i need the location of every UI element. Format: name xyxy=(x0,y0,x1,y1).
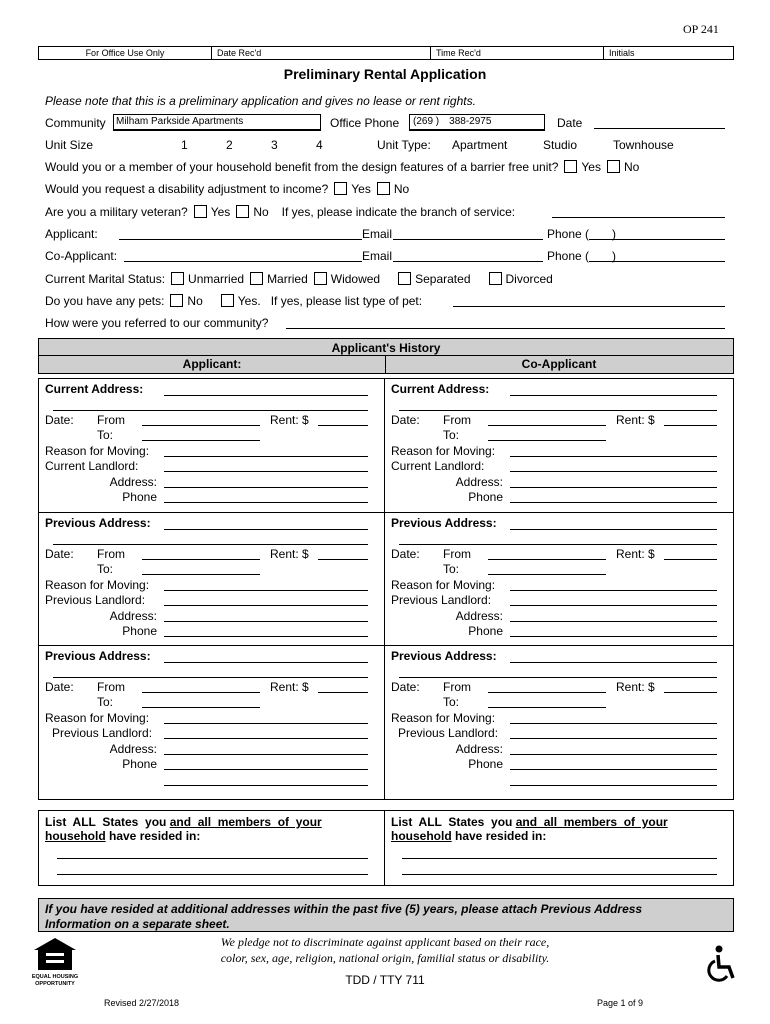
divorced-label: Divorced xyxy=(505,272,553,286)
community-field[interactable]: Milham Parkside Apartments xyxy=(113,114,321,131)
coapplicant-sec3-landlord-field[interactable] xyxy=(510,738,717,739)
applicant-sec1-landlord-field[interactable] xyxy=(164,471,368,472)
separated-label: Separated xyxy=(415,272,471,286)
coapplicant-sec3-rent-label: Rent: $ xyxy=(616,680,655,694)
time-recd-label: Time Rec'd xyxy=(430,47,604,59)
applicant-phone-label: Phone ( xyxy=(547,227,590,241)
married-checkbox[interactable] xyxy=(250,272,263,285)
wheelchair-icon xyxy=(706,945,740,988)
branch-field[interactable] xyxy=(552,217,725,218)
coapplicant-phone-label: Phone ( xyxy=(547,249,590,263)
applicant-sec1-reason-label: Reason for Moving: xyxy=(45,444,150,458)
unmarried-checkbox[interactable] xyxy=(171,272,184,285)
coapplicant-sec3-landlord-address-field[interactable] xyxy=(510,754,717,755)
coapplicant-sec2-landlord-address-label: Address: xyxy=(455,609,503,623)
coapplicant-email-field[interactable] xyxy=(393,261,543,262)
widowed-checkbox[interactable] xyxy=(314,272,327,285)
unit-type-studio[interactable]: Studio xyxy=(543,138,578,152)
applicant-sec1-landlord-phone-label: Phone xyxy=(122,490,157,504)
coapplicant-sec1-landlord-address-field[interactable] xyxy=(510,487,717,488)
coapplicant-sec1-address-line-2[interactable] xyxy=(399,410,717,411)
applicant-sec2-landlord-address-label: Address: xyxy=(109,609,157,623)
applicant-sec3-address-line-2[interactable] xyxy=(53,677,368,678)
married-label: Married xyxy=(267,272,308,286)
applicant-sec1-from-field[interactable] xyxy=(142,425,260,426)
coapplicant-sec2-to-field[interactable] xyxy=(488,574,606,575)
applicant-sec1-address-line-1[interactable] xyxy=(164,395,368,396)
applicant-sec3-to-field[interactable] xyxy=(142,707,260,708)
applicant-sec2-address-line-1[interactable] xyxy=(164,529,368,530)
equal-housing-text-1: EQUAL HOUSING xyxy=(31,974,79,980)
barrier-no-checkbox[interactable] xyxy=(607,160,620,173)
unit-type-apartment[interactable]: Apartment xyxy=(452,138,508,152)
unit-size-3[interactable]: 3 xyxy=(271,138,278,152)
coapplicant-sec1-landlord-phone-field[interactable] xyxy=(510,502,717,503)
applicant-sec1-landlord-address-field[interactable] xyxy=(164,487,368,488)
notice-text: Please note that this is a preliminary application and gives no lease or rent rights. xyxy=(45,94,476,108)
additional-address-note xyxy=(38,898,734,932)
applicant-sec1-landlord-address-label: Address: xyxy=(109,475,157,489)
unit-type-label: Unit Type: xyxy=(377,138,431,152)
applicant-sec2-from-field[interactable] xyxy=(142,559,260,560)
unit-size-4[interactable]: 4 xyxy=(316,138,323,152)
coapplicant-sec2-title: Previous Address: xyxy=(391,516,497,530)
coapplicant-sec1-from-field[interactable] xyxy=(488,425,606,426)
barrier-free-question xyxy=(45,160,639,174)
col-coapplicant: Co-Applicant xyxy=(521,357,597,371)
applicant-sec2-rent-label: Rent: $ xyxy=(270,547,309,561)
applicant-sec3-address-line-1[interactable] xyxy=(164,662,368,663)
office-phone-field[interactable]: (269 ) 388-2975 xyxy=(409,114,545,131)
page-number: Page 1 of 9 xyxy=(597,998,644,1008)
applicant-sec3-to-label: To: xyxy=(97,695,114,709)
applicant-sec2-to-label: To: xyxy=(97,562,114,576)
coapplicant-sec2-reason-label: Reason for Moving: xyxy=(391,578,496,592)
no-label: No xyxy=(623,160,640,174)
applicant-sec3-reason-label: Reason for Moving: xyxy=(45,711,150,725)
states-and-all: and all members of your xyxy=(515,815,668,829)
office-phone-number: 388-2975 xyxy=(449,116,492,127)
coapplicant-sec2-from-label: From xyxy=(443,547,471,561)
barrier-yes-checkbox[interactable] xyxy=(564,160,577,173)
branch-text: If yes, please indicate the branch of service: xyxy=(281,205,516,219)
pets-yes-checkbox[interactable] xyxy=(221,294,234,307)
applicant-sec3-landlord-phone-label: Phone xyxy=(122,757,157,771)
coapplicant-sec2-rent-label: Rent: $ xyxy=(616,547,655,561)
widowed-label: Widowed xyxy=(330,272,381,286)
coapplicant-sec2-reason-field[interactable] xyxy=(510,590,717,591)
additional-note-text: If you have resided at additional addresses within the past five (5) years, please attach Previous Address Information on a separate sheet. xyxy=(45,902,643,931)
coapplicant-sec3-address-line-2[interactable] xyxy=(399,677,717,678)
applicant-sec1-title: Current Address: xyxy=(45,382,144,396)
applicant-email-field[interactable] xyxy=(393,239,543,240)
coapplicant-phone-field[interactable] xyxy=(589,261,725,262)
applicant-sec2-landlord-phone-field[interactable] xyxy=(164,636,368,637)
coapplicant-sec3-landlord-address-label: Address: xyxy=(455,742,503,756)
applicant-phone-close: ) xyxy=(612,227,616,241)
applicant-sec1-reason-field[interactable] xyxy=(164,456,368,457)
applicant-sec2-landlord-label: Previous Landlord: xyxy=(45,593,146,607)
adjust-text: Would you request a disability adjustment to income? xyxy=(45,182,329,196)
coapplicant-sec1-from-label: From xyxy=(443,413,471,427)
coapplicant-sec3-title: Previous Address: xyxy=(391,649,497,663)
coapplicant-sec3-extra-line[interactable] xyxy=(510,785,717,786)
applicant-sec2-landlord-address-field[interactable] xyxy=(164,621,368,622)
applicant-sec3-from-field[interactable] xyxy=(142,692,260,693)
applicant-sec1-date-label: Date: xyxy=(45,413,74,427)
coapplicant-sec1-landlord-phone-label: Phone xyxy=(468,490,503,504)
col-applicant: Applicant: xyxy=(182,357,242,371)
history-header xyxy=(38,338,734,374)
applicant-sec3-reason-field[interactable] xyxy=(164,723,368,724)
coapplicant-sec3-landlord-label: Previous Landlord: xyxy=(398,726,499,740)
coapplicant-sec1-address-line-1[interactable] xyxy=(510,395,717,396)
pet-type-label: If yes, please list type of pet: xyxy=(270,294,423,308)
coapplicant-sec1-reason-field[interactable] xyxy=(510,456,717,457)
coapplicant-sec1-landlord-label: Current Landlord: xyxy=(391,459,485,473)
applicant-sec3-from-label: From xyxy=(97,680,125,694)
coapplicant-sec3-date-label: Date: xyxy=(391,680,420,694)
applicant-sec2-from-label: From xyxy=(97,547,125,561)
coapplicant-sec2-landlord-phone-label: Phone xyxy=(468,624,503,638)
coapplicant-email-label: Email xyxy=(362,249,393,263)
coapplicant-sec2-rent-field[interactable] xyxy=(664,559,717,560)
adjust-yes-checkbox[interactable] xyxy=(334,182,347,195)
coapplicant-sec3-reason-field[interactable] xyxy=(510,723,717,724)
applicant-phone-field[interactable] xyxy=(589,239,725,240)
applicant-sec3-landlord-address-field[interactable] xyxy=(164,754,368,755)
office-phone-area: 269 xyxy=(416,116,434,127)
veteran-no-checkbox[interactable] xyxy=(236,205,249,218)
applicant-sec2-to-field[interactable] xyxy=(142,574,260,575)
pledge-line-1: We pledge not to discriminate against applicant based on their race, xyxy=(220,935,550,949)
applicant-sec2-reason-field[interactable] xyxy=(164,590,368,591)
states-part1: List ALL States you xyxy=(45,815,170,829)
coapplicant-sec1-title: Current Address: xyxy=(391,382,490,396)
marital-status-row xyxy=(45,272,553,286)
applicant-sec2-landlord-field[interactable] xyxy=(164,605,368,606)
states-household: household xyxy=(45,829,106,843)
marital-label: Current Marital Status: xyxy=(45,272,166,286)
revised-date: Revised 2/27/2018 xyxy=(104,998,180,1008)
office-use-row xyxy=(38,46,734,60)
coapplicant-name-field[interactable] xyxy=(124,261,362,262)
applicant-sec2-title: Previous Address: xyxy=(45,516,151,530)
coapplicant-sec3-to-field[interactable] xyxy=(488,707,606,708)
coapplicant-sec3-landlord-phone-field[interactable] xyxy=(510,769,717,770)
coapplicant-sec2-landlord-address-field[interactable] xyxy=(510,621,717,622)
disability-adjust-question xyxy=(45,182,409,196)
history-title: Applicant's History xyxy=(331,341,441,355)
coapplicant-sec1-to-label: To: xyxy=(443,428,460,442)
tdd-text: TDD / TTY 711 xyxy=(345,973,425,987)
applicant-sec3-landlord-address-label: Address: xyxy=(109,742,157,756)
adjust-no-checkbox[interactable] xyxy=(377,182,390,195)
applicant-sec1-to-label: To: xyxy=(97,428,114,442)
pet-type-field[interactable] xyxy=(453,306,725,307)
states-coapplicant-line-2[interactable] xyxy=(402,874,717,875)
form-code: OP 241 xyxy=(683,22,719,36)
referred-label: How were you referred to our community? xyxy=(45,316,269,330)
coapplicant-sec1-rent-field[interactable] xyxy=(664,425,717,426)
pets-no-checkbox[interactable] xyxy=(170,294,183,307)
coapplicant-sec1-date-label: Date: xyxy=(391,413,420,427)
coapplicant-sec2-date-label: Date: xyxy=(391,547,420,561)
date-label: Date xyxy=(557,116,583,130)
applicant-sec3-date-label: Date: xyxy=(45,680,74,694)
no-label: No xyxy=(253,205,269,219)
applicant-sec1-rent-label: Rent: $ xyxy=(270,413,309,427)
applicant-sec3-landlord-phone-field[interactable] xyxy=(164,769,368,770)
coapplicant-sec1-landlord-address-label: Address: xyxy=(455,475,503,489)
coapplicant-sec3-from-label: From xyxy=(443,680,471,694)
community-label: Community xyxy=(45,116,106,130)
coapplicant-sec1-reason-label: Reason for Moving: xyxy=(391,444,496,458)
coapplicant-sec3-landlord-phone-label: Phone xyxy=(468,757,503,771)
applicant-sec2-reason-label: Reason for Moving: xyxy=(45,578,150,592)
veteran-yes-checkbox[interactable] xyxy=(194,205,207,218)
coapplicant-sec3-from-field[interactable] xyxy=(488,692,606,693)
pets-label: Do you have any pets: xyxy=(45,294,165,308)
separated-checkbox[interactable] xyxy=(398,272,411,285)
coapplicant-sec3-to-label: To: xyxy=(443,695,460,709)
applicant-sec3-rent-field[interactable] xyxy=(318,692,368,693)
applicant-sec1-address-line-2[interactable] xyxy=(53,410,368,411)
unit-size-label: Unit Size xyxy=(45,138,94,152)
states-and-all: and all members of your xyxy=(169,815,322,829)
applicant-sec1-from-label: From xyxy=(97,413,125,427)
office-phone-label: Office Phone xyxy=(330,116,400,130)
coapplicant-sec2-address-line-2[interactable] xyxy=(399,544,717,545)
coapplicant-phone-close: ) xyxy=(612,249,616,263)
applicant-sec1-to-field[interactable] xyxy=(142,440,260,441)
pets-yes-label: Yes. xyxy=(237,294,261,308)
states-applicant-line-1[interactable] xyxy=(57,858,368,859)
applicant-sec3-landlord-field[interactable] xyxy=(164,738,368,739)
coapplicant-sec1-to-field[interactable] xyxy=(488,440,606,441)
pledge-line-2: color, sex, age, religion, national origin, familial status or disability. xyxy=(220,951,550,965)
applicant-sec3-rent-label: Rent: $ xyxy=(270,680,309,694)
coapplicant-sec2-landlord-label: Previous Landlord: xyxy=(391,593,492,607)
unmarried-label: Unmarried xyxy=(188,272,245,286)
applicant-sec3-title: Previous Address: xyxy=(45,649,151,663)
states-applicant-line-2[interactable] xyxy=(57,874,368,875)
applicant-sec3-landlord-label: Previous Landlord: xyxy=(52,726,153,740)
applicant-name-field[interactable] xyxy=(119,239,362,240)
yes-label: Yes xyxy=(210,205,231,219)
unit-size-2[interactable]: 2 xyxy=(226,138,233,152)
coapplicant-sec1-rent-label: Rent: $ xyxy=(616,413,655,427)
yes-label: Yes xyxy=(581,160,601,174)
states-household: household xyxy=(391,829,452,843)
referred-field[interactable] xyxy=(286,328,725,329)
date-field[interactable] xyxy=(594,128,725,129)
coapplicant-sec1-landlord-field[interactable] xyxy=(510,471,717,472)
applicant-sec3-extra-line[interactable] xyxy=(164,785,368,786)
applicant-sec1-rent-field[interactable] xyxy=(318,425,368,426)
veteran-text: Are you a military veteran? xyxy=(45,205,188,219)
applicant-email-label: Email xyxy=(362,227,393,241)
pets-no-label: No xyxy=(187,294,203,308)
divorced-checkbox[interactable] xyxy=(489,272,502,285)
states-part2: have resided in: xyxy=(105,829,201,843)
date-recd-label: Date Rec'd xyxy=(211,47,431,59)
yes-label: Yes xyxy=(351,182,371,196)
applicant-label: Applicant: xyxy=(45,227,98,241)
coapplicant-sec3-rent-field[interactable] xyxy=(664,692,717,693)
coapplicant-sec2-from-field[interactable] xyxy=(488,559,606,560)
coapplicant-sec3-address-line-1[interactable] xyxy=(510,662,717,663)
states-coapplicant-line-1[interactable] xyxy=(402,858,717,859)
equal-housing-text-2: OPPORTUNITY xyxy=(35,981,75,987)
states-part2: have resided in: xyxy=(451,829,547,843)
applicant-sec2-date-label: Date: xyxy=(45,547,74,561)
coapplicant-sec3-reason-label: Reason for Moving: xyxy=(391,711,496,725)
states-label-coapplicant xyxy=(391,815,721,843)
initials-label: Initials xyxy=(609,48,635,58)
veteran-question xyxy=(45,205,515,219)
coapplicant-sec2-landlord-field[interactable] xyxy=(510,605,717,606)
unit-size-1[interactable]: 1 xyxy=(181,138,188,152)
coapplicant-sec2-address-line-1[interactable] xyxy=(510,529,717,530)
unit-type-townhouse[interactable]: Townhouse xyxy=(613,138,674,152)
states-label-applicant xyxy=(45,815,365,843)
coapplicant-label: Co-Applicant: xyxy=(45,249,118,263)
barrier-free-text: Would you or a member of your household benefit from the design features of a barrier free unit? xyxy=(45,160,559,174)
page-title: Preliminary Rental Application xyxy=(283,66,487,82)
applicant-sec2-rent-field[interactable] xyxy=(318,559,368,560)
coapplicant-sec2-to-label: To: xyxy=(443,562,460,576)
states-part1: List ALL States you xyxy=(391,815,516,829)
applicant-sec2-address-line-2[interactable] xyxy=(53,544,368,545)
coapplicant-sec2-landlord-phone-field[interactable] xyxy=(510,636,717,637)
no-label: No xyxy=(393,182,410,196)
applicant-sec1-landlord-phone-field[interactable] xyxy=(164,502,368,503)
applicant-sec1-landlord-label: Current Landlord: xyxy=(45,459,139,473)
applicant-sec2-landlord-phone-label: Phone xyxy=(122,624,157,638)
office-use-label: For Office Use Only xyxy=(39,47,212,59)
pets-question xyxy=(45,294,422,308)
